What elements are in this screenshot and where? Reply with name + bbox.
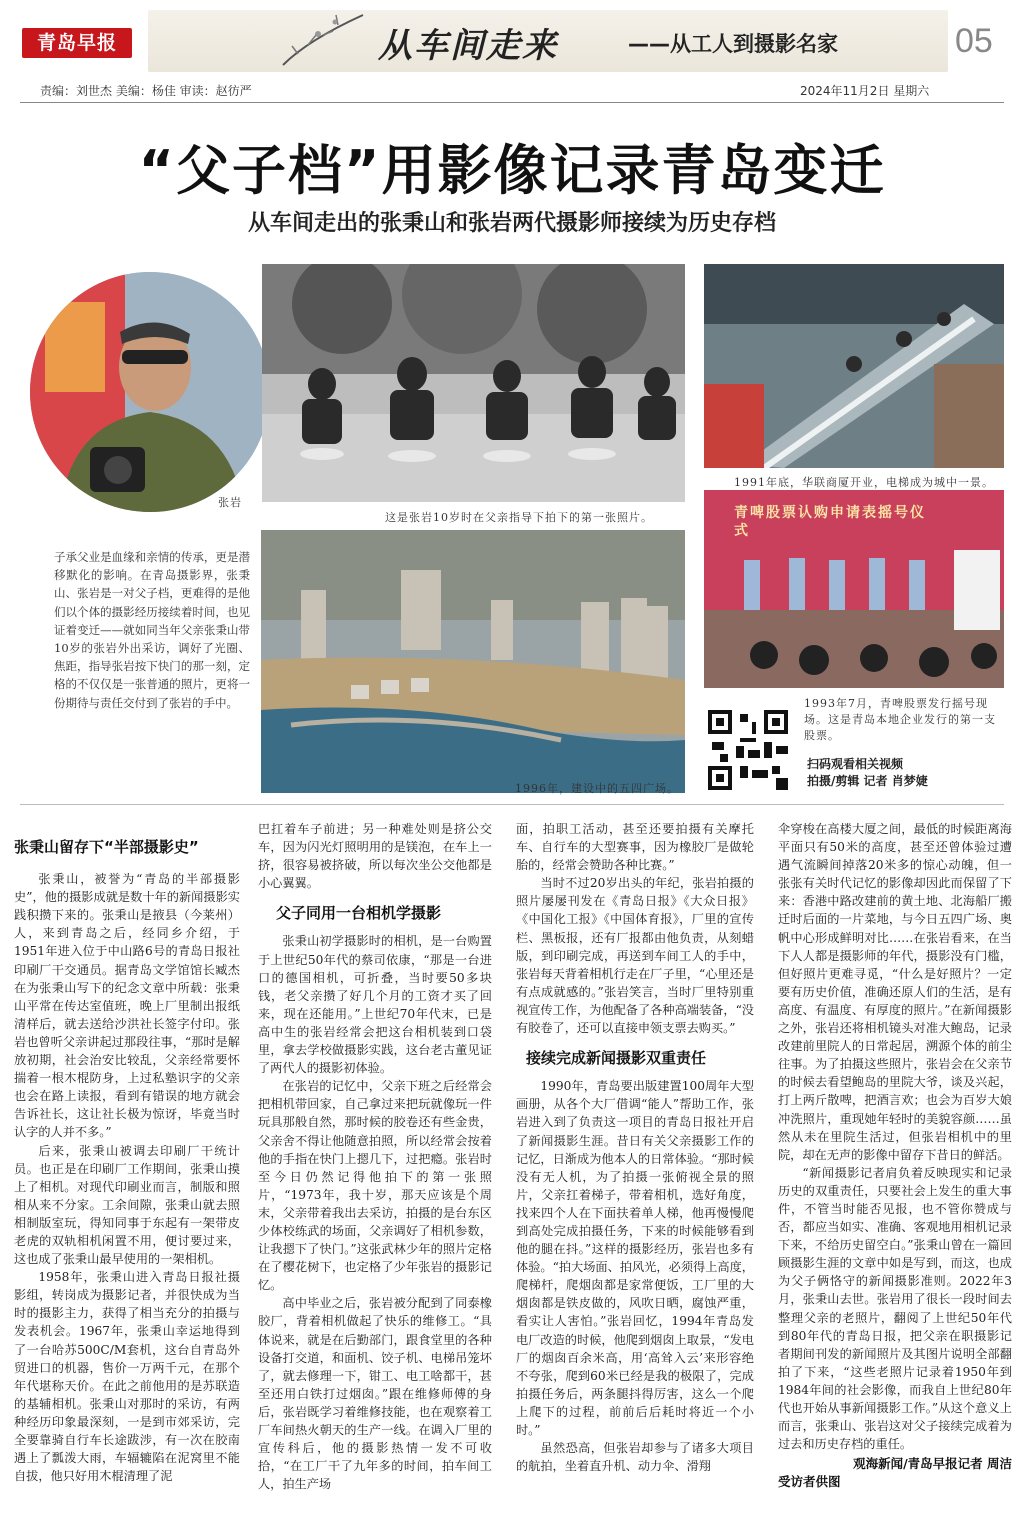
page-number: 05: [955, 22, 993, 60]
portrait-illustration: [30, 272, 270, 512]
paragraph: “新闻摄影记者肩负着反映现实和记录历史的双重责任，只要社会上发生的重大事件，不管当时能否见报，也不管你赞成与否，都应当如实、准确、客观地用相机记录下来，不给历史留空白。”张秉山曾在一篇回顾摄影生涯的文章中如是写到，而这，也成为父子俩恪守的新闻摄影准则。2022年3月，张秉山去世。张岩用了很长一段时间去整理父亲的老照片，翻阅了上世纪50年代到80年代的青岛日报，把父亲在职摄影记者期间刊发的新闻照片及其图片说明全部翻拍了下来，“这些老照片记录着1950年到1984年间的社会影像，而我自上世纪80年代也开始从事新闻摄影工作。”从这个意义上而言，张秉山、张岩这对父子接续完成着为过去和历史存档的重任。: [778, 1165, 1012, 1452]
article-column-3: [516, 820, 754, 1528]
portrait-caption: 张岩: [218, 496, 242, 509]
paragraph: 在张岩的记忆中，父亲下班之后经常会把相机带回家，自己拿过来把玩就像玩一件玩具那般自然，那时候的胶卷还有些金贵，父亲舍不得让他随意拍照，所以经常会按着他的手指在快门上摁几下，过把瘾。张岩时至今日仍然记得他拍下的第一张照片，“1973年，我十岁，那天应该是个周末，父亲带着我出去采访，拍摄的是台东区少体校练武的场面，父亲调好了相机参数，让我摁下了快门。”这张武林少年的照片定格在了樱花树下，也定格了少年张岩的摄影记忆。: [258, 1079, 492, 1293]
paragraph: 张秉山，被誉为“青岛的半部摄影史”，他的摄影成就是数十年的新闻摄影实践积攒下来的。张秉山是掖县（今莱州）人，来到青岛之后，经同乡介绍，于1951年进入位于中山路6号的青岛日报社印刷厂干交通员。据青岛文学馆馆长臧杰在为张秉山写下的纪念文章中所载：张秉山平常在传达室值班，晚上厂里制出报纸清样后，就去送给沙洪社长签字付印。张岩也曾听父亲讲起过那段往事，“那时是解放初期，社会治安比较乱，父亲经常要怀揣着一根木棍防身，上过私塾识字的父亲也会在路上读报，看到有错误的地方就会告诉社长，这让社长极为惊讶，毕竟当时认字的人并不多。”: [14, 872, 240, 1140]
paragraph: 面，拍职工活动，甚至还要拍摄有关摩托车、自行车的大型赛事，因为橡胶厂是做轮胎的，经常会赞助各种比赛。”: [516, 822, 754, 873]
stock-lottery-ceremony-photo: [704, 490, 1004, 688]
article-column-2: [258, 820, 492, 1528]
kids-martial-arts-photo: [262, 264, 685, 502]
qr-label: 扫码观看相关视频: [807, 757, 904, 771]
video-qr-code[interactable]: [708, 710, 788, 790]
aerial-wusi-square-photo: [261, 530, 685, 793]
qr-code-icon: [708, 710, 788, 790]
author-byline: 观海新闻/青岛早报记者 周洁: [853, 1456, 1012, 1472]
page-subtitle: 从车间走出的张秉山和张岩两代摄影师接续为历史存档: [247, 211, 776, 236]
escalator-photo: [704, 264, 1004, 468]
article-column-1: [14, 838, 240, 1528]
qr-instructions: [807, 756, 928, 790]
paragraph: 虽然恐高，但张岩却参与了诸多大项目的航拍，坐着直升机、动力伞、滑翔: [516, 1441, 754, 1474]
page-title: “父子档”用影像记录青岛变迁: [138, 139, 886, 202]
photo-credit: 受访者供图: [778, 1474, 841, 1490]
section-heading-2: 父子同用一台相机学摄影: [276, 904, 442, 923]
paragraph: 后来，张秉山被调去印刷厂干统计员。也正是在印刷厂工作期间，张秉山摸上了相机。对现代印刷业而言，制版和照相从来不分家。工余间隙，张秉山就去照相制版室玩，得知同事于东起有一架带皮老虎的双轨相机闲置不用，便讨要过来，这也成了张秉山最早使用的一架相机。: [14, 1143, 240, 1267]
section-heading-3: 接续完成新闻摄影双重责任: [526, 1049, 707, 1068]
branch-decoration-icon: [278, 10, 368, 70]
paragraph: 巴扛着车子前进；另一种难处则是挤公交车，因为闪光灯照明用的是镁泡，在车上一挤，很容易被挤破，所以每次坐公交他都是小心翼翼。: [258, 822, 492, 891]
ceremony-caption: 1993年7月，青啤股票发行摇号现场。这是青岛本地企业发行的第一支股票。: [804, 697, 996, 742]
article-intro: 子承父业是血缘和亲情的传承，更是潜移默化的影响。在青岛摄影界，张秉山、张岩是一对父子档，更难得的是他们以个体的摄影经历接续着时间，也见证着变迁——就如同当年父亲张秉山带10岁的张岩外出采访，调好了光圈、焦距，指导张岩按下快门的那一刻，定格的不仅仅是一张普通的照片，更将一份期待与责任交付到了张岩的手中。: [54, 550, 250, 710]
paragraph: 当时不过20岁出头的年纪，张岩拍摄的照片屡屡刊发在《青岛日报》《大众日报》《中国化工报》《中国体育报》，厂里的宣传栏、黑板报，还有厂报都由他负责，从刻蜡版，到印刷完成，再送到车间工人的手中，张岩每天背着相机行走在厂子里，“心里还是有点成就感的。”张岩笑言，当时厂里特别重视宣传工作，为他配备了各种高端装备，“没有胶卷了，还可以直接申领支票去购买。”: [516, 876, 754, 1036]
column-banner: [148, 10, 948, 72]
banner-title: 从车间走来: [378, 26, 558, 66]
kids-photo-caption: 这是张岩10岁时在父亲指导下拍下的第一张照片。: [385, 511, 653, 524]
paragraph: 1990年，青岛要出版建置100周年大型画册，从各个大厂借调“能人”帮助工作，张岩进入到了负责这一项目的青岛日报社开启了新闻摄影生涯。昔日有关父亲摄影工作的记忆，日渐成为他本人的日常体验。“那时候没有无人机，为了拍摄一张俯视全景的照片，父亲扛着梯子，带着相机，选好角度，找来四个人在下面扶着单人梯，他再慢慢爬到高处完成拍摄任务，下来的时候能够看到他的腿在抖。”这样的摄影经历，张岩也多有体验。“拍大场面、拍风光，必须得上高度，爬梯杆，爬烟囱都是家常便饭，工厂里的大烟囱都是铁皮做的，风吹日晒，腐蚀严重，看实让人害怕。”张岩回忆，1994年青岛发电厂改造的时候，他爬到烟囱上取景，“发电厂的烟囱百余米高，用‘高耸入云’来形容绝不夸张，爬到60米已经是我的极限了，完成拍摄任务后，两条腿抖得厉害，这么一个爬上爬下的过程，前前后后耗时将近一个小时。”: [516, 1079, 754, 1437]
newspaper-logo: 青岛早报: [22, 28, 132, 58]
issue-date: 2024年11月2日 星期六: [800, 84, 930, 98]
article-column-4: [778, 820, 1012, 1528]
paragraph: 高中毕业之后，张岩被分配到了同泰橡胶厂，背着相机做起了快乐的维修工。“具体说来，就是在后勤部门，跟食堂里的各种设备打交道，和面机、饺子机、电梯吊笼坏了，就去修理一下，钳工、电工啥都干，甚至还用白铁打过烟囱。”跟在维修师傅的身后，张岩既学习着维修技能，也在观察着工厂车间热火朝天的生产一线。在调入厂里的宣传科后，他的摄影热情一发不可收拾，“在工厂干了九年多的时间，拍车间工人，拍生产场: [258, 1296, 492, 1492]
aerial-caption: 1996年，建设中的五四广场。: [515, 782, 679, 795]
header-divider: [20, 102, 1004, 103]
section-heading-1: 张秉山留存下“半部摄影史”: [14, 838, 199, 856]
body-divider: [20, 804, 1004, 805]
paragraph: 张秉山初学摄影时的相机，是一台购置于上世纪50年代的蔡司依康，“那是一台进口的德国相机，可折叠，当时要50多块钱，老父亲攒了好几个月的工资才买了回来，现在还能用。”上世纪70年代末，已是高中生的张岩经常会把这台相机装到口袋里，拿去学校做摄影实践，这台老古董见证了两代人的摄影初体验。: [258, 934, 492, 1076]
editor-credits: 责编：刘世杰 美编：杨佳 审读：赵彷严: [40, 84, 252, 98]
paragraph: 1958年，张秉山进入青岛日报社摄影组，转岗成为摄影记者，并很快成为当时的摄影主力，获得了相当充分的拍摄与发表机会。1967年，张秉山幸运地得到了一台哈苏500C/M套机，这台自青岛外贸进口的机器，售价一万两千元，在那个年代堪称天价。在此之前他用的是苏联造的基辅相机。张秉山对那时的采访，有两种经历印象最深刻，一是到市郊采访，完全要靠骑自行车长途跋涉，有一次在胶南遇上了瓢泼大雨，车辐辘陷在泥窝里不能自拔，他只好用木棍清理了泥: [14, 1270, 240, 1484]
escalator-caption: 1991年底，华联商厦开业，电梯成为城中一景。: [734, 476, 994, 489]
ceremony-banner-text: 青啤股票认购申请表摇号仪式: [734, 505, 926, 539]
video-credit: 拍摄/剪辑 记者 肖梦婕: [807, 774, 928, 788]
portrait-photo: [30, 272, 270, 512]
paragraph: 伞穿梭在高楼大厦之间，最低的时候距离海平面只有50米的高度，甚至还曾体验过遭遇气流瞬间掉落20米多的惊心动魄，但一张张有关时代记忆的影像却因此而保留了下来：香港中路改建前的黄土地、北海船厂搬迁时后面的一片菜地，与今日五四广场、奥帆中心形成鲜明对比……在张岩看来，在当下人人都是摄影师的年代，摄影没有门槛，但好照片更难寻觅，“什么是好照片？一定要有历史价值，准确还原人们的生活，是有高度、有温度、有厚度的照片。”在新闻摄影之外，张岩还将相机镜头对准大鲍岛，记录改建前里院人的日常起居，溯源个体的前尘往事。为了拍摄这些照片，张岩会在父亲节的时候去看望鲍岛的里院大爷，谈及兴起，打上两斤散啤，把酒言欢；也会为百岁大娘冲洗照片，重现她年轻时的美貌容颜……虽然从未在里院生活过，但张岩相机中的里院，却在无声的影像中留存下昔日的鲜活。: [778, 822, 1012, 1162]
banner-subtitle: ——从工人到摄影名家: [628, 32, 838, 56]
